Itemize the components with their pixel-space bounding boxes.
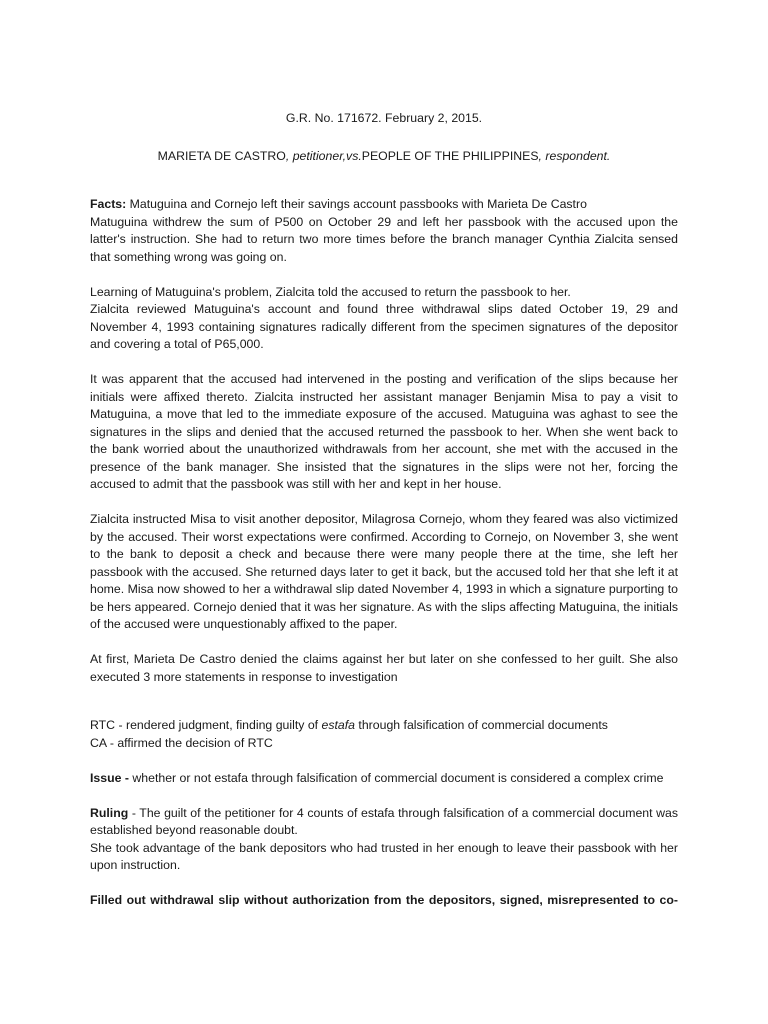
facts-intro: Matuguina and Cornejo left their savings account passbooks with Marieta De Castro [126,197,587,211]
ruling-paragraph-2: She took advantage of the bank depositors who had trusted in her enough to leave their passbook with her upon instruction. [90,840,678,872]
petitioner-role: , petitioner, [285,148,347,163]
rtc-text-pre: RTC - rendered judgment, finding guilty of [90,718,322,732]
respondent-role: , respondent. [538,148,611,163]
facts-paragraph-4: Zialcita instructed Misa to visit another depositor, Milagrosa Cornejo, whom they feared was also victimized by the accused. Their worst expectations were confirmed. According to Cornejo, on November 3, she went to the bank to deposit a check and because there were many people there at the time, she left her passbook with the accused. She returned days later to get it back, but the accused told her that she left it at home. Misa now showed to her a withdrawal slip dated November 4, 1993 in which a signature purporting to be hers appeared. Cornejo denied that it was her signature. As with the slips affecting Matuguina, the initials of the accused were unquestionably affixed to the paper. [90,512,678,631]
ruling-label: Ruling [90,805,129,820]
facts-paragraph-2a: Learning of Matuguina's problem, Zialcita told the accused to return the passbook to her. [90,284,571,299]
case-parties [90,148,678,166]
facts-paragraph-5: At first, Marieta De Castro denied the claims against her but later on she confessed to her guilt. She also executed 3 more statements in response to investigation [90,652,678,684]
petitioner-name: MARIETA DE CASTRO [157,148,286,163]
facts-paragraph-3: It was apparent that the accused had intervened in the posting and verification of the slips because her initials were affixed thereto. Zialcita instructed her assistant manager Benjamin Misa to pay a visit to Matuguina, a move that led to the immediate exposure of the accused. Matuguina was aghast to see the signatures in the slips and denied that the accused returned the passbook to her. When she went back to the bank worried about the unauthorized withdrawals from her account, she met with the accused in the presence of the bank manager. She insisted that the signatures in the slips were not her, forcing the accused to admit that the passbook was still with her and kept in her house. [90,372,678,491]
facts-heading-line [90,196,678,214]
closing-line: Filled out withdrawal slip without authorization from the depositors, signed, misrepresented to co- [90,893,678,907]
versus-label: vs. [346,148,362,163]
ruling-paragraph [90,805,678,840]
issue-paragraph [90,770,678,788]
facts-label: Facts: [90,197,127,211]
facts-paragraph-1: Matuguina withdrew the sum of P500 on October 29 and left her passbook with the accused upon the latter's instruction. She had to return two more times before the branch manager Cynthia Zialcita sensed that something wrong was going on. [90,214,678,264]
rtc-estafa-term: estafa [321,718,355,732]
ruling-text: - The guilt of the petitioner for 4 counts of estafa through falsification of a commercial document was established beyond reasonable doubt. [90,805,678,837]
case-digest [90,110,678,910]
facts-paragraph-2b: Zialcita reviewed Matuguina's account and found three withdrawal slips dated October 19, 29 and November 4, 1993 containing signatures radically different from the specimen signatures of the depositor and covering a total of P65,000. [90,302,678,351]
rtc-line [90,717,678,735]
rtc-text-post: through falsification of commercial documents [355,718,608,732]
respondent-name: PEOPLE OF THE PHILIPPINES [361,148,539,163]
case-citation: G.R. No. 171672. February 2, 2015. [285,111,483,125]
issue-label: Issue - [90,770,129,785]
ca-line: CA - affirmed the decision of RTC [90,735,273,750]
issue-text: whether or not estafa through falsification of commercial document is considered a complex crime [128,770,664,785]
